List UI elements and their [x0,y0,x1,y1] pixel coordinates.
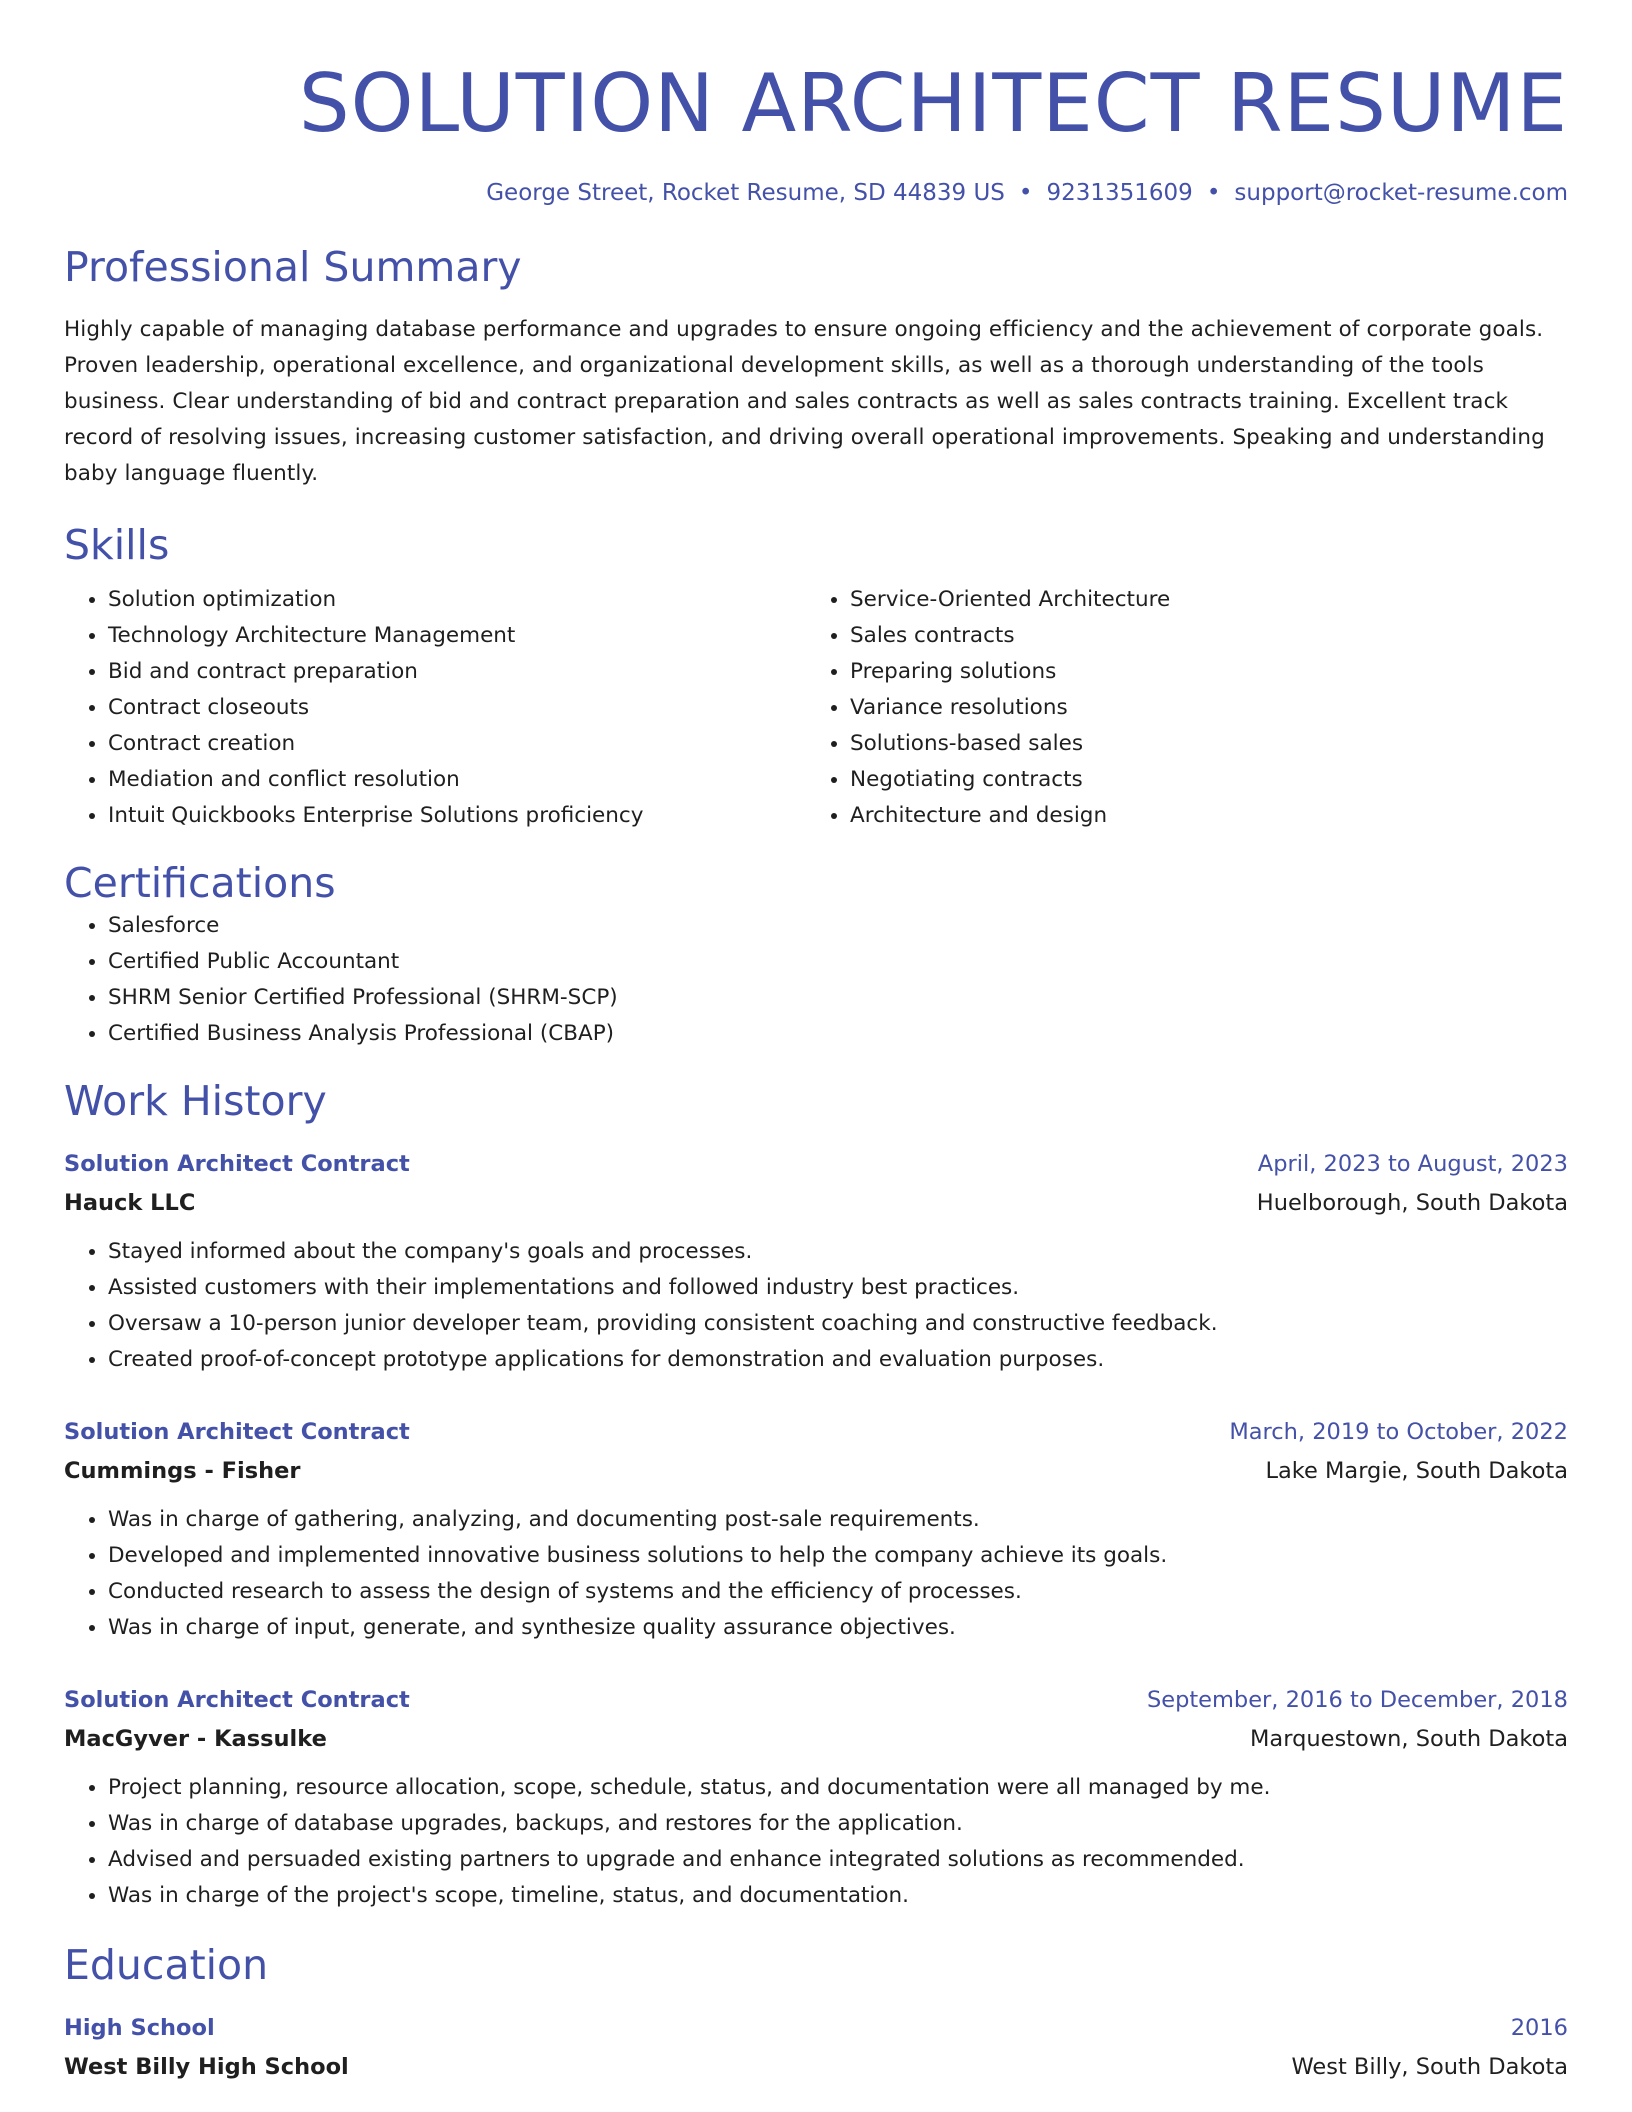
skills-heading: Skills [64,521,170,569]
job-duty-item: • Was in charge of gathering, analyzing, and documenting post-sale requirements. [108,1502,1568,1538]
job-title-row [64,1146,1568,1182]
skill-item: • Negotiating contracts [850,762,1548,798]
education-school: West Billy High School [64,2054,349,2080]
skills-list-left [64,582,806,834]
certifications-heading: Certifications [64,859,336,907]
job-duty-item: • Created proof-of-concept prototype applications for demonstration and evaluation purposes. [108,1342,1568,1378]
contact-email: support@rocket-resume.com [1234,180,1568,206]
education-degree: High School [64,2015,215,2041]
skill-item: • Solutions-based sales [850,726,1548,762]
job-duty-item: • Was in charge of input, generate, and synthesize quality assurance objectives. [108,1610,1568,1646]
skill-item: • Architecture and design [850,798,1548,834]
work-history-heading: Work History [64,1077,327,1125]
job-duties-list [64,1234,1568,1378]
job-duty-item: • Conducted research to assess the design of systems and the efficiency of processes. [108,1574,1568,1610]
skills-list-right [806,582,1548,834]
job-company-row [64,1718,1568,1760]
skill-item: • Sales contracts [850,618,1548,654]
education-year: 2016 [1510,2015,1568,2041]
skill-item: • Mediation and conflict resolution [108,762,806,798]
skills-column-right [806,582,1548,834]
job-duty-item: • Advised and persuaded existing partners to upgrade and enhance integrated solutions as recommended. [108,1842,1568,1878]
education-school-row [64,2046,1568,2088]
job-duty-item: • Oversaw a 10-person junior developer team, providing consistent coaching and constructive feedback. [108,1306,1568,1342]
contact-separator: • [1206,180,1221,206]
certification-item: • SHRM Senior Certified Professional (SHRM-SCP) [108,980,1568,1016]
skill-item: • Solution optimization [108,582,806,618]
job-entry [64,1414,1568,1646]
education-entry [64,2010,1568,2088]
job-location: Lake Margie, South Dakota [1265,1458,1568,1484]
job-duty-item: • Was in charge of database upgrades, backups, and restores for the application. [108,1806,1568,1842]
job-title: Solution Architect Contract [64,1151,410,1177]
summary-text: Highly capable of managing database performance and upgrades to ensure ongoing efficiency and the achievement of corporate goals. Proven leadership, operational excellence, and organizational development skills, as well as a thorough understanding of the tools business. Clear understanding of bid and contract preparation and sales contracts as well as sales contracts training. Excellent track record of resolving issues, increasing customer satisfaction, and driving overall operational improvements. Speaking and understanding baby language fluently. [64,317,1545,486]
job-duty-item: • Project planning, resource allocation, scope, schedule, status, and documentation were all managed by me. [108,1770,1568,1806]
skills-column-left [64,582,806,834]
job-duty-item: • Assisted customers with their implementations and followed industry best practices. [108,1270,1568,1306]
job-title: Solution Architect Contract [64,1419,410,1445]
contact-line [64,180,1568,206]
job-company: Cummings - Fisher [64,1458,301,1484]
job-duty-item: • Was in charge of the project's scope, timeline, status, and documentation. [108,1878,1568,1914]
education-location: West Billy, South Dakota [1291,2054,1568,2080]
job-duty-item: • Developed and implemented innovative business solutions to help the company achieve its goals. [108,1538,1568,1574]
job-company-row [64,1450,1568,1492]
certification-item: • Certified Business Analysis Professional (CBAP) [108,1016,1568,1052]
certification-item: • Certified Public Accountant [108,944,1568,980]
skill-item: • Contract creation [108,726,806,762]
job-company-row [64,1182,1568,1224]
skill-item: • Variance resolutions [850,690,1548,726]
summary-heading: Professional Summary [64,243,522,291]
skill-item: • Intuit Quickbooks Enterprise Solutions proficiency [108,798,806,834]
skill-item: • Service-Oriented Architecture [850,582,1548,618]
skill-item: • Preparing solutions [850,654,1548,690]
job-company: Hauck LLC [64,1190,196,1216]
job-duties-list [64,1770,1568,1914]
skill-item: • Technology Architecture Management [108,618,806,654]
job-dates: April, 2023 to August, 2023 [1257,1151,1568,1177]
skills-grid [64,582,1568,834]
job-dates: September, 2016 to December, 2018 [1146,1687,1568,1713]
certifications-list [64,908,1568,1052]
contact-separator: • [1018,180,1033,206]
certification-item: • Salesforce [108,908,1568,944]
job-location: Huelborough, South Dakota [1256,1190,1568,1216]
job-dates: March, 2019 to October, 2022 [1229,1419,1568,1445]
job-company: MacGyver - Kassulke [64,1726,327,1752]
job-location: Marquestown, South Dakota [1250,1726,1568,1752]
skill-item: • Contract closeouts [108,690,806,726]
job-entry [64,1146,1568,1378]
resume-title: SOLUTION ARCHITECT RESUME [298,57,1568,150]
job-duty-item: • Stayed informed about the company's goals and processes. [108,1234,1568,1270]
contact-address: George Street, Rocket Resume, SD 44839 US [486,180,1005,206]
job-title-row [64,1414,1568,1450]
job-title: Solution Architect Contract [64,1687,410,1713]
education-heading: Education [64,1941,269,1989]
education-degree-row [64,2010,1568,2046]
job-title-row [64,1682,1568,1718]
job-entry [64,1682,1568,1914]
job-duties-list [64,1502,1568,1646]
skill-item: • Bid and contract preparation [108,654,806,690]
contact-phone: 9231351609 [1046,180,1193,206]
